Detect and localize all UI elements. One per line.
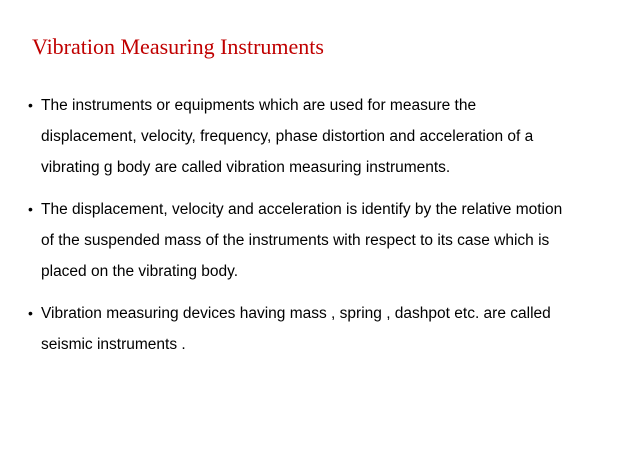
bullet-icon: • [28, 305, 33, 321]
bullet-item [28, 90, 618, 183]
bullet-line: Vibration measuring devices having mass , spring , dashpot etc. are called [41, 305, 551, 322]
bullet-line: placed on the vibrating body. [41, 263, 239, 280]
bullet-line: displacement, velocity, frequency, phase distortion and acceleration of a [41, 128, 534, 145]
bullet-item [28, 194, 618, 287]
bullet-line: The instruments or equipments which are used for measure the [41, 97, 477, 114]
bullet-list [28, 90, 618, 371]
bullet-icon: • [28, 201, 33, 217]
bullet-line: seismic instruments . [41, 336, 186, 353]
bullet-text [41, 298, 618, 360]
bullet-icon: • [28, 97, 33, 113]
slide-title: Vibration Measuring Instruments [32, 34, 324, 59]
bullet-text [41, 90, 618, 183]
bullet-text [41, 194, 618, 287]
bullet-line: The displacement, velocity and acceleration is identify by the relative motion [41, 201, 563, 218]
bullet-line: of the suspended mass of the instruments with respect to its case which is [41, 232, 550, 249]
bullet-item [28, 298, 618, 360]
bullet-line: vibrating g body are called vibration measuring instruments. [41, 159, 451, 176]
